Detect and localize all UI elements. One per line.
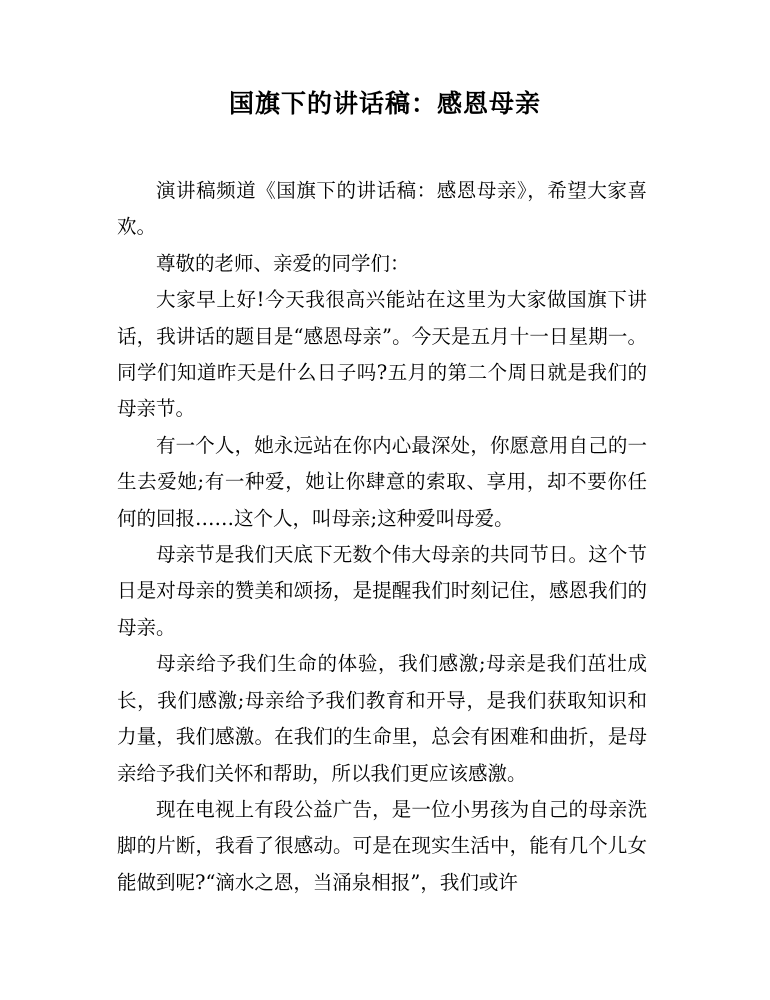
paragraph-salutation: 尊敬的老师、亲爱的同学们： bbox=[156, 251, 410, 275]
paragraph-advertisement: 现在电视上有段公益广告，是一位小男孩为自己的母亲洗脚的片断，我看了很感动。可是在现实生活中，能有几个儿女能做到呢?“滴水之恩，当涌泉相报”，我们或许 bbox=[117, 797, 647, 894]
paragraph-gratitude: 母亲给予我们生命的体验，我们感激;母亲是我们茁壮成长，我们感激;母亲给予我们教育和开导，是我们获取知识和力量，我们感激。在我们的生命里，总会有困难和曲折，是母亲给予我们关怀和帮助，所以我们更应该感激。 bbox=[117, 652, 647, 785]
paragraph-mothers-day: 母亲节是我们天底下无数个伟大母亲的共同节日。这个节日是对母亲的赞美和颂扬，是提醒我们时刻记住，感恩我们的母亲。 bbox=[117, 543, 647, 639]
paragraph-mother-love: 有一个人，她永远站在你内心最深处，你愿意用自己的一生去爱她;有一种爱，她让你肆意的索取、享用，却不要你任何的回报……这个人，叫母亲;这种爱叫母爱。 bbox=[117, 433, 647, 530]
paragraph-greeting: 大家早上好!今天我很高兴能站在这里为大家做国旗下讲话，我讲话的题目是“感恩母亲”。今天是五月十一日星期一。同学们知道昨天是什么日子吗?五月的第二个周日就是我们的母亲节。 bbox=[117, 288, 647, 421]
paragraph-intro: 演讲稿频道《国旗下的讲话稿：感恩母亲》，希望大家喜欢。 bbox=[117, 179, 647, 239]
document-title: 国旗下的讲话稿：感恩母亲 bbox=[228, 89, 541, 118]
document-body bbox=[117, 173, 647, 901]
